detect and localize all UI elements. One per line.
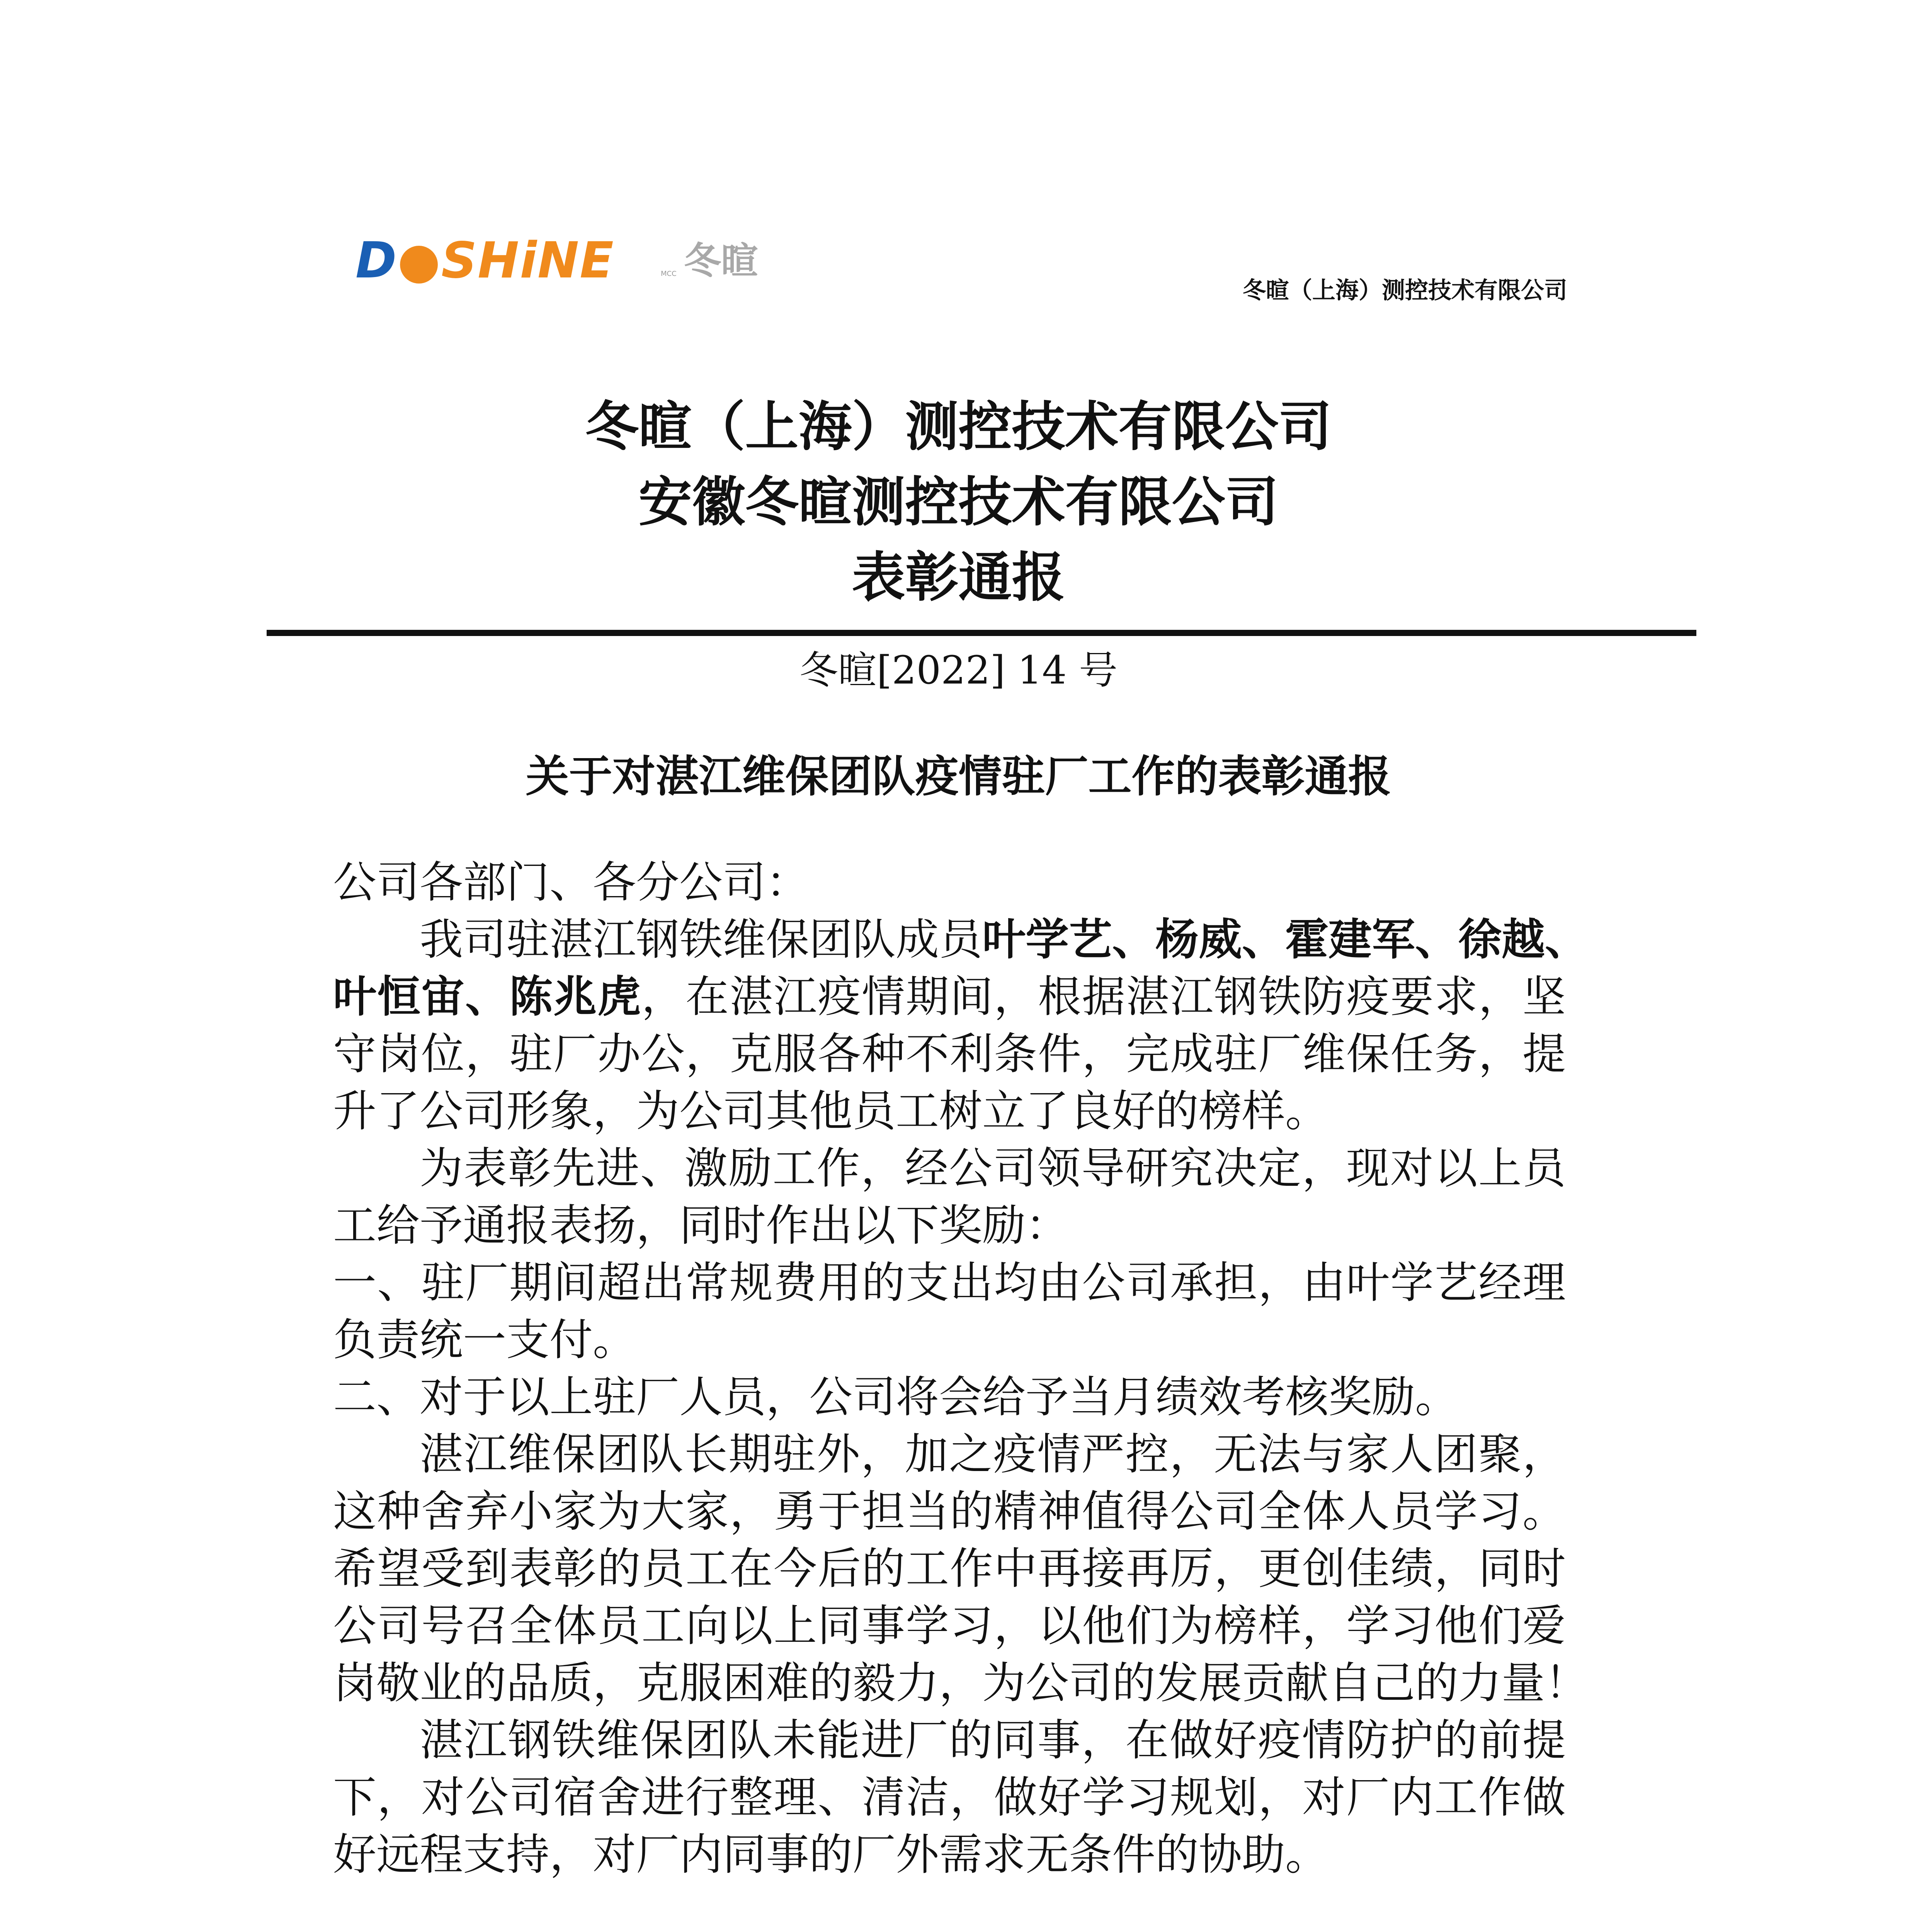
company-logo xyxy=(356,232,773,290)
title-document-type: 表彰通报 xyxy=(852,546,1065,609)
document-body xyxy=(333,854,1588,1883)
reward-item-1-cont: 负责统一支付。 xyxy=(333,1315,636,1365)
body-line: 守岗位，驻厂办公，克服各种不利条件，完成驻厂维保任务，提 xyxy=(333,1029,1566,1079)
title-divider xyxy=(267,630,1696,636)
body-line: 为表彰先进、激励工作，经公司领导研究决定，现对以上员 xyxy=(420,1143,1566,1194)
title-company-1: 冬暄（上海）测控技术有限公司 xyxy=(585,396,1332,458)
header-company-name: 冬暄（上海）测控技术有限公司 xyxy=(1243,277,1567,304)
body-line: 湛江维保团队长期驻外，加之疫情严控，无法与家人团聚， xyxy=(420,1429,1566,1480)
reward-item-1: 一、驻厂期间超出常规费用的支出均由公司承担，由叶学艺经理 xyxy=(333,1258,1566,1308)
body-line: 工给予通报表扬，同时作出以下奖励： xyxy=(333,1201,1069,1251)
logo-wordmark: D●SHiNE xyxy=(356,232,614,289)
salutation: 公司各部门、各分公司： xyxy=(333,857,809,908)
reward-item-2: 二、对于以上驻厂人员，公司将会给予当月绩效考核奖励。 xyxy=(333,1372,1458,1422)
body-line: 叶恒宙、陈兆虎，在湛江疫情期间，根据湛江钢铁防疫要求，坚 xyxy=(333,972,1566,1022)
body-line: 岗敬业的品质，克服困难的毅力，为公司的发展贡献自己的力量！ xyxy=(333,1658,1588,1708)
body-line: 我司驻湛江钢铁维保团队成员叶学艺、杨威、霍建军、徐越、 xyxy=(420,915,1588,965)
honoree-names: 叶恒宙、陈兆虎 xyxy=(333,972,641,1022)
honoree-names: 叶学艺、杨威、霍建军、徐越、 xyxy=(982,915,1588,965)
body-line: 下，对公司宿舍进行整理、清洁，做好学习规划，对厂内工作做 xyxy=(333,1772,1566,1823)
body-line: 升了公司形象，为公司其他员工树立了良好的榜样。 xyxy=(333,1086,1328,1136)
logo-chinese: 冬暄 xyxy=(684,239,758,282)
logo-mark: MCC xyxy=(661,270,677,278)
body-line: 这种舍弃小家为大家，勇于担当的精神值得公司全体人员学习。 xyxy=(333,1486,1566,1537)
title-company-2: 安徽冬暄测控技术有限公司 xyxy=(638,471,1279,533)
body-line: 好远程支持，对厂内同事的厂外需求无条件的协助。 xyxy=(333,1830,1328,1880)
document-number: 冬暄[2022] 14 号 xyxy=(799,648,1118,693)
body-line: 湛江钢铁维保团队未能进厂的同事，在做好疫情防护的前提 xyxy=(420,1715,1566,1765)
logo-sun-icon: ● xyxy=(397,232,441,289)
body-line: 公司号召全体员工向以上同事学习，以他们为榜样，学习他们爱 xyxy=(333,1601,1566,1651)
document-subject: 关于对湛江维保团队疫情驻厂工作的表彰通报 xyxy=(526,752,1391,802)
body-line: 希望受到表彰的员工在今后的工作中再接再厉，更创佳绩，同时 xyxy=(333,1544,1566,1594)
